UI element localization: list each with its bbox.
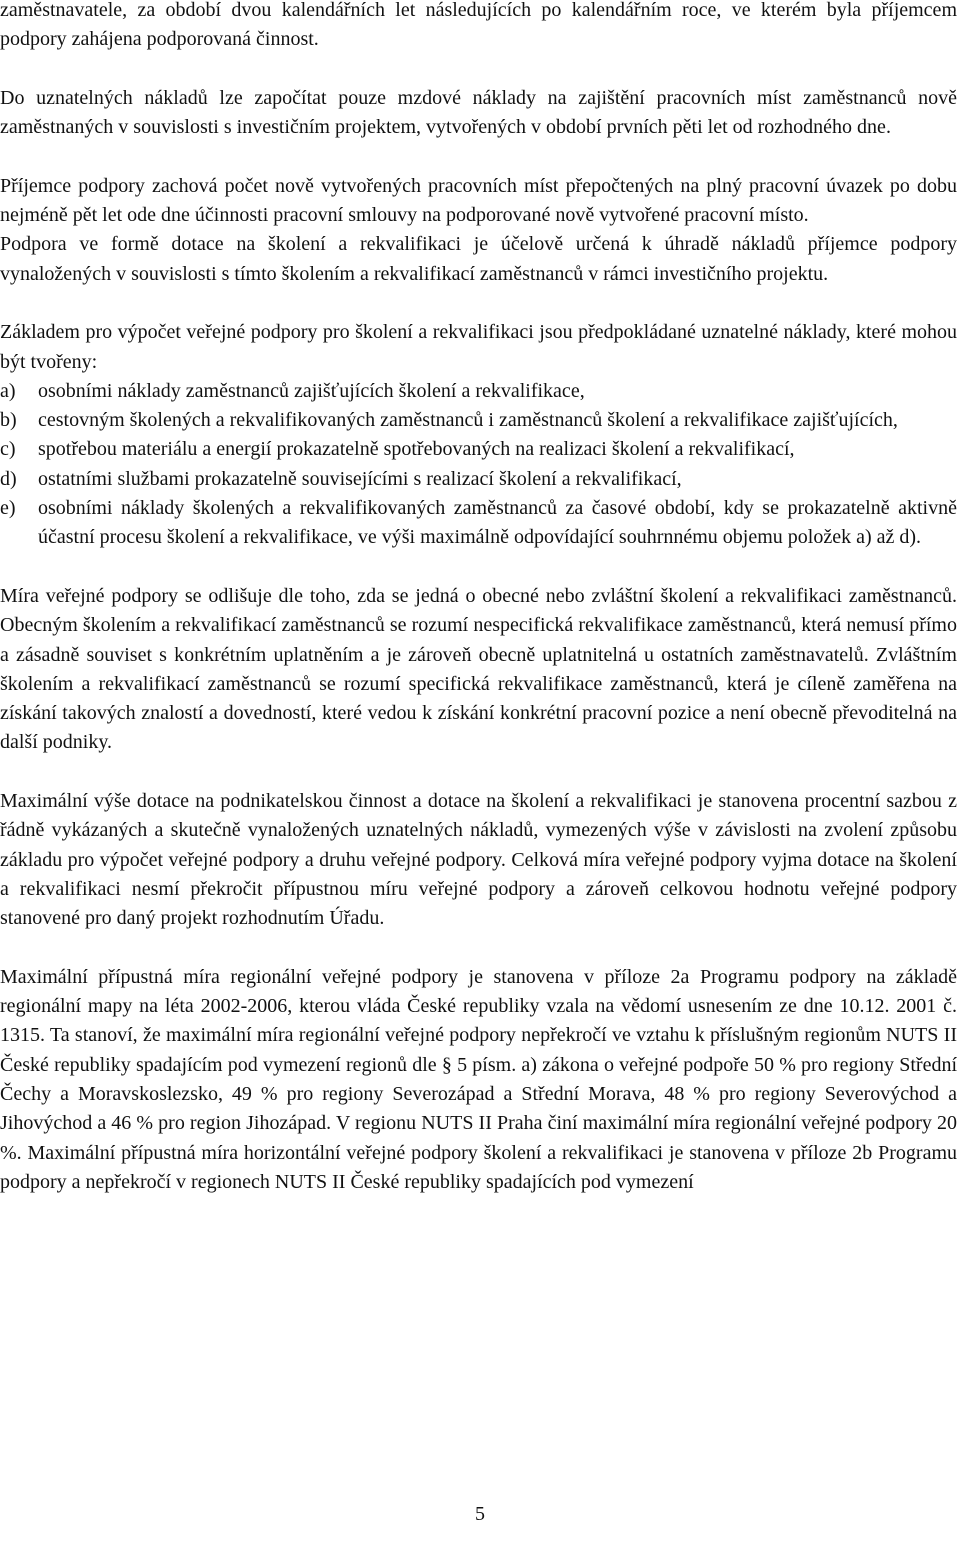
- cost-items-list: [0, 377, 957, 553]
- list-item: [0, 465, 957, 494]
- paragraph-job-retention: Příjemce podpory zachová počet nově vytvořených pracovních míst přepočtených na plný pracovní úvazek po dobu nejméně pět let ode dne účinnosti pracovní smlouvy na podporované nově vytvořené pracovní místo.: [0, 174, 957, 227]
- list-item-marker: b): [0, 409, 17, 432]
- list-item: [0, 494, 957, 553]
- list-item-marker: c): [0, 438, 16, 461]
- page-number: 5: [475, 1503, 485, 1525]
- list-item-marker: d): [0, 467, 17, 490]
- list-item-marker: e): [0, 497, 16, 520]
- paragraph-regional-aid: Maximální přípustná míra regionální veřejné podpory je stanovena v příloze 2a Programu podpory na základě regionální mapy na léta 2002-2006, kterou vláda České republiky vzala na vědomí usnesením ze dne 10.12. 2001 č. 1315. Ta stanoví, že maximální míra regionální veřejné podpory nepřekročí ve vztahu k příslušným regionům NUTS II České republiky spadajícím pod vymezení regionů dle § 5 písm. a) zákona o veřejné podpoře 50 % pro regiony Střední Čechy a Moravskoslezsko, 49 % pro regiony Severozápad a Střední Morava, 48 % pro regiony Severovýchod a Jihovýchod a 46 % pro region Jihozápad. V regionu NUTS II Praha činí maximální míra regionální veřejné podpory 20 %. Maximální přípustná míra horizontální veřejné podpory školení a rekvalifikaci je stanovena v příloze 2b Programu podpory a nepřekročí v regionech NUTS II České republiky spadajících pod vymezení: [0, 965, 957, 1193]
- paragraph-aid-rate: Míra veřejné podpory se odlišuje dle toho, zda se jedná o obecné nebo zvláštní školení a rekvalifikaci zaměstnanců. Obecným školením a rekvalifikací zaměstnanců se rozumí nespecifická rekvalifikace zaměstnanců, která nemusí přímo a zásadně souviset s konkrétním uplatněním a je zároveň obecně uplatnitelná u ostatních zaměstnavatelů. Zvláštním školením a rekvalifikací zaměstnanců se rozumí specifická rekvalifikace zaměstnanců, která je cíleně zaměřena na získání takových znalostí a dovedností, které vedou k získání konkrétní pracovní pozice a není obecně převoditelná na další podniky.: [0, 584, 957, 754]
- paragraph-training-basis: Základem pro výpočet veřejné podpory pro školení a rekvalifikaci jsou předpokládané uznatelné náklady, které mohou být tvořeny:: [0, 321, 957, 373]
- list-item: [0, 377, 957, 406]
- paragraph-training-subsidy: Podpora ve formě dotace na školení a rekvalifikaci je účelově určená k úhradě nákladů příjemce podpory vynaložených v souvislosti s tímto školením a rekvalifikací zaměstnanců v rámci investičního projektu.: [0, 233, 957, 285]
- paragraph-eligible-costs: Do uznatelných nákladů lze započítat pouze mzdové náklady na zajištění pracovních míst zaměstnanců nově zaměstnaných v souvislosti s investičním projektem, vytvořených v období prvních pěti let od rozhodného dne.: [0, 86, 957, 139]
- list-item-text: cestovným školených a rekvalifikovaných zaměstnanců i zaměstnanců školení a rekvalifikace zajišťujících,: [38, 409, 898, 432]
- list-item-text: ostatními službami prokazatelně souvisejícími s realizací školení a rekvalifikací,: [38, 467, 682, 490]
- list-item-marker: a): [0, 379, 16, 402]
- paragraph-continuation: zaměstnavatele, za období dvou kalendářních let následujících po kalendářním roce, ve kterém byla příjemcem podpory zahájena podporovaná činnost.: [0, 0, 957, 51]
- list-item: [0, 435, 957, 464]
- list-item-text: osobními náklady školených a rekvalifikovaných zaměstnanců za časové období, kdy se prokazatelně aktivně účastní procesu školení a rekvalifikace, ve výši maximálně odpovídající souhrnnému objemu položek a) až d).: [38, 497, 957, 549]
- list-item-text: spotřebou materiálu a energií prokazatelně spotřebovaných na realizaci školení a rekvalifikací,: [38, 438, 795, 461]
- list-item: [0, 406, 957, 435]
- list-item-text: osobními náklady zaměstnanců zajišťujících školení a rekvalifikace,: [38, 379, 585, 402]
- paragraph-max-subsidy: Maximální výše dotace na podnikatelskou činnost a dotace na školení a rekvalifikaci je stanovena procentní sazbou z řádně vykázaných a skutečně vynaložených uznatelných nákladů, vymezených výše v závislosti na zvolení způsobu základu pro výpočet veřejné podpory a druhu veřejné podpory. Celková míra veřejné podpory vyjma dotace na školení a rekvalifikaci nesmí překročit přípustnou míru veřejné podpory a zároveň celkovou hodnotu veřejné podpory stanovené pro daný projekt rozhodnutím Úřadu.: [0, 790, 957, 930]
